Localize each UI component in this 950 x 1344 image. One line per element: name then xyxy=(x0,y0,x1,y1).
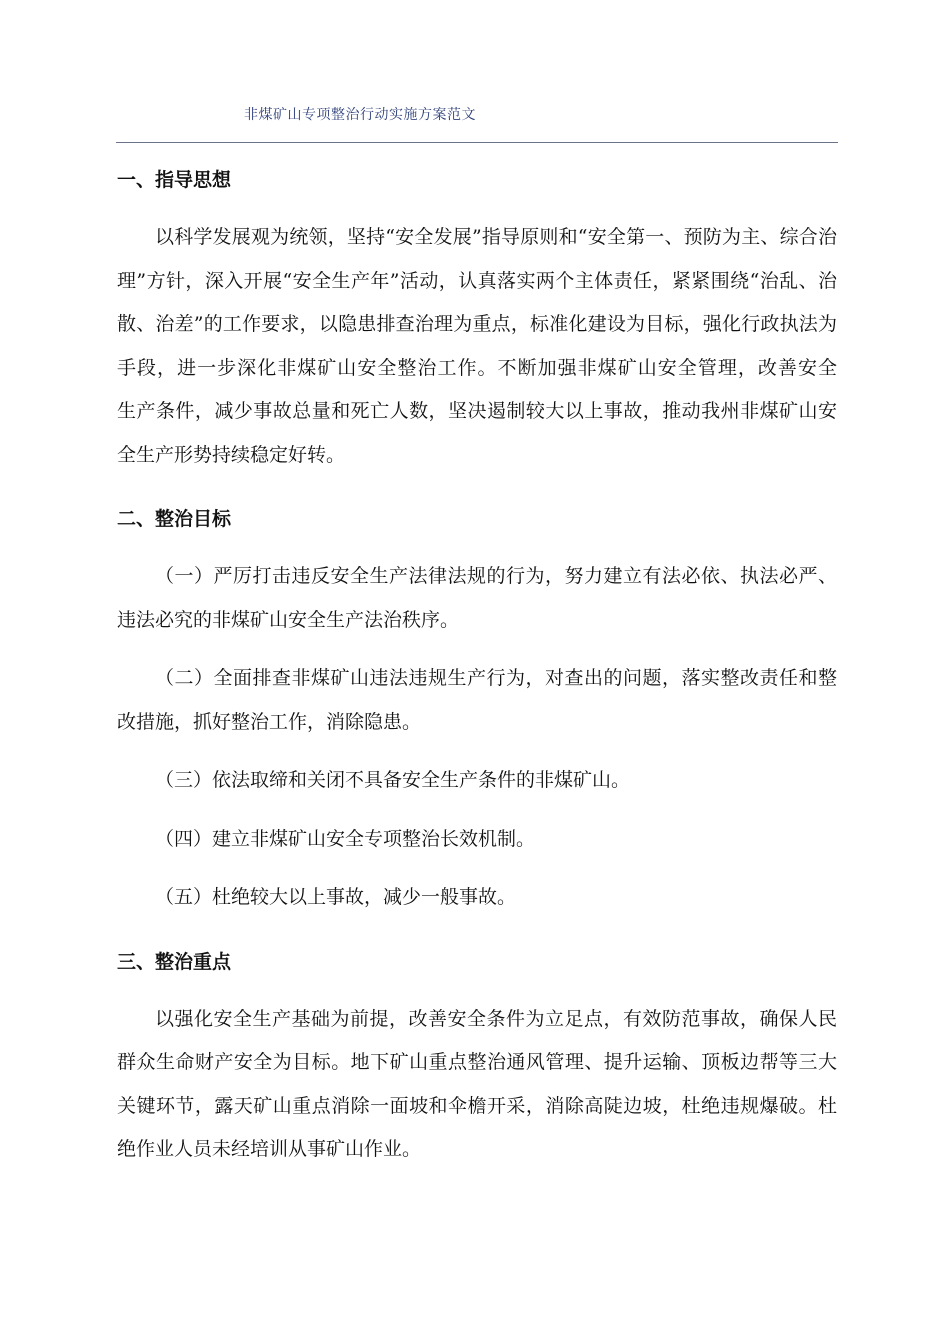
objective-item-2: （二）全面排查非煤矿山违法违规生产行为，对查出的问题，落实整改责任和整改措施，抓好整治工作，消除隐患。 xyxy=(117,667,837,733)
objective-item-3: （三）依法取缔和关闭不具备安全生产条件的非煤矿山。 xyxy=(155,769,631,791)
section-heading-guiding-ideology: 一、指导思想 xyxy=(117,169,232,191)
paragraph-guiding-ideology: 以科学发展观为统领，坚持“安全发展”指导原则和“安全第一、预防为主、综合治理”方针，深入开展“安全生产年”活动，认真落实两个主体责任，紧紧围绕“治乱、治散、治差”的工作要求，以隐患排查治理为重点，标准化建设为目标，强化行政执法为手段，进一步深化非煤矿山安全整治工作。不断加强非煤矿山安全管理，改善安全 生产条件，减少事故总量和死亡人数，坚决遏制较大以上事故，推动我州非煤矿山安全生产形势持续稳定好转。 xyxy=(117,226,857,466)
paragraph-key-focus: 以强化安全生产基础为前提，改善安全条件为立足点，有效防范事故，确保人民群众生命财产安全为目标。地下矿山重点整治通风管理、提升运输、顶板边帮等三大关键环节，露天矿山重点消除一面坡和伞檐开采，消除高陡边坡，杜绝违规爆破。杜绝作业人员未经培训从事矿山作业。 xyxy=(117,1007,837,1160)
objective-item-4: （四）建立非煤矿山安全专项整治长效机制。 xyxy=(155,827,536,850)
document-header-title: 非煤矿山专项整治行动实施方案范文 xyxy=(244,107,476,123)
header-divider xyxy=(116,142,838,143)
objective-item-5: （五）杜绝较大以上事故，减少一般事故。 xyxy=(155,886,517,908)
section-heading-key-focus: 三、整治重点 xyxy=(117,950,232,973)
section-heading-objectives: 二、整治目标 xyxy=(117,508,232,530)
document-body xyxy=(117,160,857,1172)
objective-item-1: （一）严厉打击违反安全生产法律法规的行为，努力建立有法必依、执法必严、违法必究的非煤矿山安全生产法治秩序。 xyxy=(117,565,837,631)
